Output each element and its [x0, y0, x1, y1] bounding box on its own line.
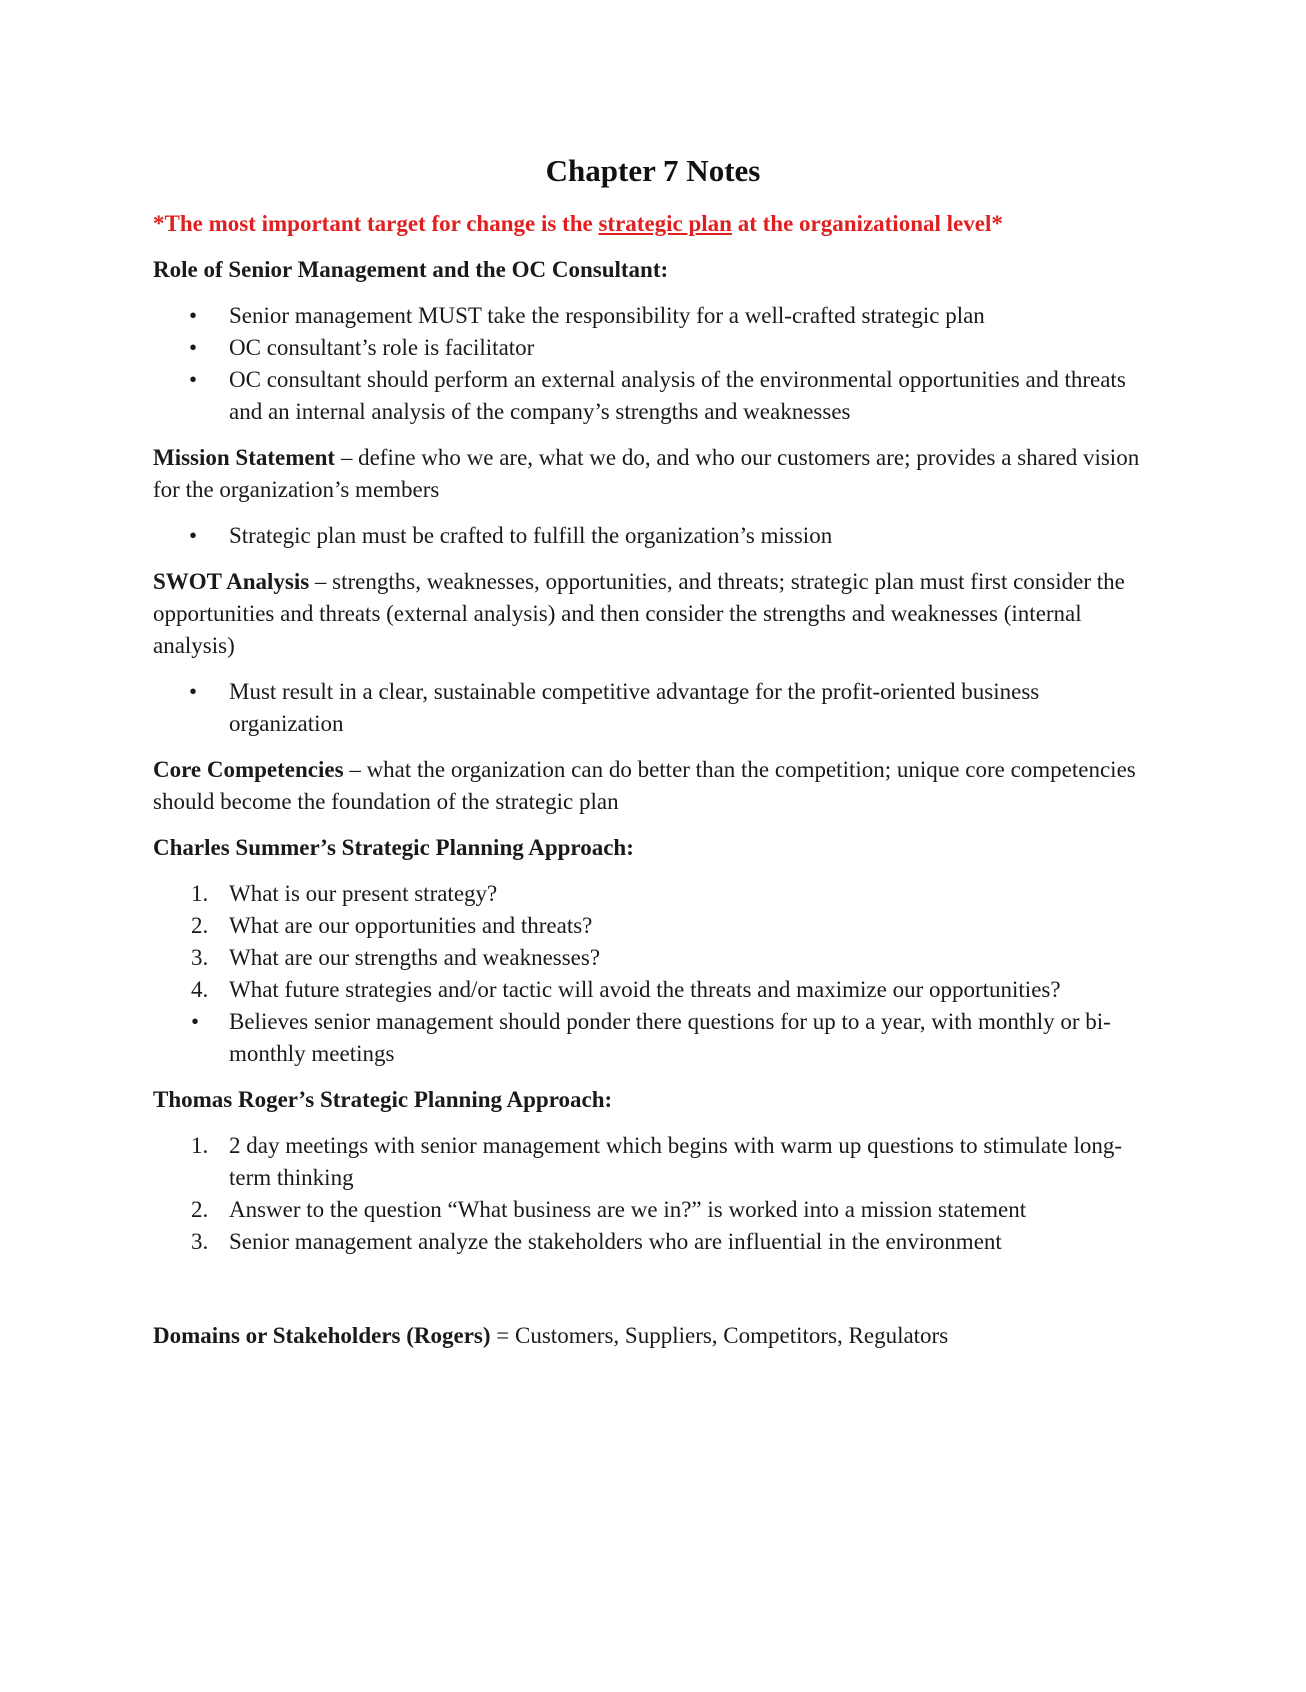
list-item [153, 364, 1153, 428]
list-item [153, 676, 1153, 740]
important-note [153, 208, 1153, 240]
core-term: Core Competencies [153, 757, 344, 782]
list-marker: 2. [191, 1197, 209, 1222]
list-item-text: Must result in a clear, sustainable competitive advantage for the profit-oriented business organization [229, 679, 1040, 736]
list-item [153, 1194, 1153, 1226]
mission-term: Mission Statement [153, 445, 336, 470]
document-body [153, 150, 1153, 1352]
swot-definition: – strengths, weaknesses, opportunities, and threats; strategic plan must first consider the opportunities and threats (external analysis) and then consider the strengths and weaknesses (internal analysis) [153, 569, 1125, 658]
list-item [153, 942, 1153, 974]
domains-paragraph [153, 1320, 1153, 1352]
domains-term: Domains or Stakeholders (Rogers) [153, 1323, 491, 1348]
swot-term: SWOT Analysis [153, 569, 310, 594]
list-item [153, 1226, 1153, 1258]
spacer [153, 1258, 1153, 1306]
list-item-text: Answer to the question “What business are we in?” is worked into a mission statement [229, 1197, 1027, 1222]
list-marker: 4. [191, 977, 209, 1002]
list-marker: 3. [191, 945, 209, 970]
list-item-text: 2 day meetings with senior management which begins with warm up questions to stimulate long-term thinking [229, 1133, 1123, 1190]
important-note-prefix: *The most important target for change is the [153, 211, 599, 236]
important-note-suffix: at the organizational level* [731, 211, 1003, 236]
summer-list [153, 878, 1153, 1070]
bullet-icon: • [189, 367, 198, 392]
mission-definition: – define who we are, what we do, and who our customers are; provides a shared vision for the organization’s members [153, 445, 1140, 502]
domains-definition: = Customers, Suppliers, Competitors, Regulators [490, 1323, 949, 1348]
swot-paragraph [153, 566, 1153, 662]
list-item [153, 974, 1153, 1006]
core-competencies-paragraph [153, 754, 1153, 818]
list-item-text: What future strategies and/or tactic will avoid the threats and maximize our opportunities? [229, 977, 1061, 1002]
list-item-text: OC consultant should perform an external analysis of the environmental opportunities and threats and an internal analysis of the company’s strengths and weaknesses [229, 367, 1126, 424]
list-item [153, 1006, 1153, 1070]
list-marker: 3. [191, 1229, 209, 1254]
swot-bullet-list [153, 676, 1153, 740]
mission-paragraph [153, 442, 1153, 506]
role-heading: Role of Senior Management and the OC Consultant: [153, 257, 669, 282]
roger-list [153, 1130, 1153, 1258]
list-item [153, 520, 1153, 552]
mission-bullet-list [153, 520, 1153, 552]
list-item-text: What are our strengths and weaknesses? [229, 945, 601, 970]
list-item [153, 332, 1153, 364]
list-item [153, 910, 1153, 942]
list-marker: 1. [191, 881, 209, 906]
summer-heading: Charles Summer’s Strategic Planning Approach: [153, 835, 634, 860]
list-item-text: OC consultant’s role is facilitator [229, 335, 535, 360]
important-note-underlined: strategic plan [598, 211, 732, 236]
bullet-icon: • [189, 303, 198, 328]
list-item [153, 878, 1153, 910]
bullet-icon: • [189, 335, 198, 360]
list-item-text: What is our present strategy? [229, 881, 498, 906]
bullet-icon: • [191, 1009, 200, 1034]
page-title: Chapter 7 Notes [545, 153, 761, 188]
list-item-text: Believes senior management should ponder there questions for up to a year, with monthly or bi-monthly meetings [229, 1009, 1111, 1066]
list-marker: 1. [191, 1133, 209, 1158]
bullet-icon: • [189, 679, 198, 704]
list-marker: 2. [191, 913, 209, 938]
list-item [153, 300, 1153, 332]
list-item-text: Senior management analyze the stakeholders who are influential in the environment [229, 1229, 1002, 1254]
list-item-text: Senior management MUST take the responsibility for a well-crafted strategic plan [229, 303, 985, 328]
roger-heading: Thomas Roger’s Strategic Planning Approach: [153, 1087, 613, 1112]
core-definition: – what the organization can do better than the competition; unique core competencies should become the foundation of the strategic plan [153, 757, 1136, 814]
bullet-icon: • [189, 523, 198, 548]
role-bullet-list [153, 300, 1153, 428]
list-item-text: What are our opportunities and threats? [229, 913, 593, 938]
list-item [153, 1130, 1153, 1194]
list-item-text: Strategic plan must be crafted to fulfill the organization’s mission [229, 523, 833, 548]
